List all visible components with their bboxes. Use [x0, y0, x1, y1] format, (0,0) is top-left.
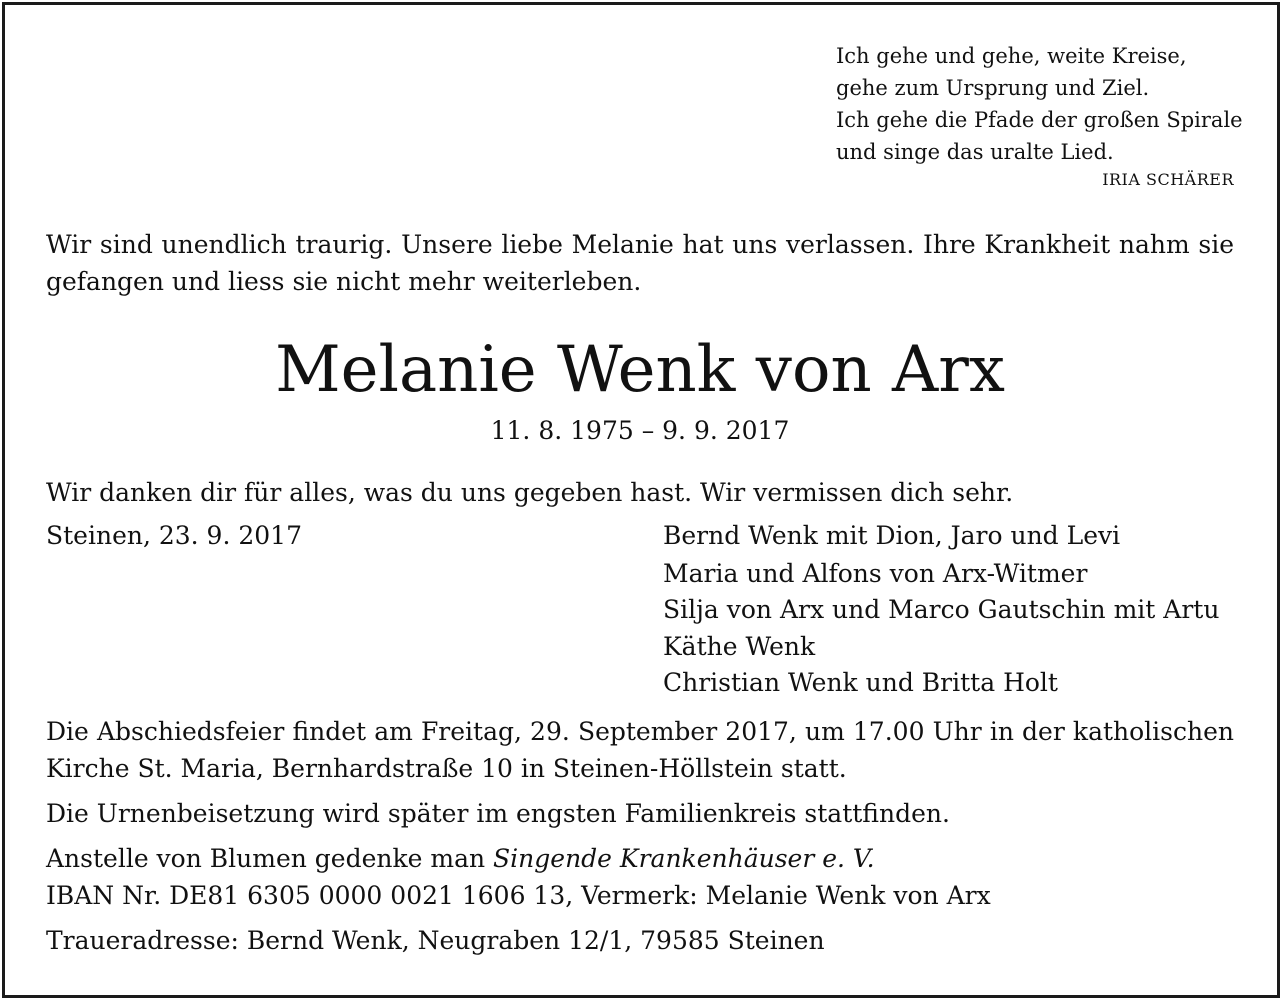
ceremony-line-2: Kirche St. Maria, Bernhardstraße 10 in Steinen-Höllstein statt.	[46, 754, 847, 783]
poem-line: und singe das uralte Lied.	[836, 140, 1114, 164]
burial-text: Die Urnenbeisetzung wird später im engsten Familienkreis stattfinden.	[46, 799, 950, 828]
ceremony-line-1: Die Abschiedsfeier findet am Freitag, 29. September 2017, um 17.00 Uhr in der katholischen	[46, 717, 1234, 746]
mourner-item: Käthe Wenk	[663, 632, 816, 661]
iban-line: IBAN Nr. DE81 6305 0000 0021 1606 13, Vermerk: Melanie Wenk von Arx	[46, 881, 991, 910]
poem-line: gehe zum Ursprung und Ziel.	[836, 76, 1150, 100]
thanks-text: Wir danken dir für alles, was du uns gegeben hast. Wir vermissen dich sehr.	[46, 478, 1014, 507]
donation-line	[46, 841, 875, 877]
mourner-item: Silja von Arx und Marco Gautschin mit Artu	[663, 595, 1220, 624]
donation-prefix: Anstelle von Blumen gedenke man	[46, 844, 494, 873]
deceased-name: Melanie Wenk von Arx	[275, 333, 1005, 407]
poem-line: Ich gehe die Pfade der großen Spirale	[836, 108, 1243, 132]
poem-line: Ich gehe und gehe, weite Kreise,	[836, 44, 1187, 68]
intro-line-2: gefangen und liess sie nicht mehr weiterleben.	[46, 267, 642, 296]
deceased-dates: 11. 8. 1975 – 9. 9. 2017	[490, 416, 790, 445]
mourning-address: Traueradresse: Bernd Wenk, Neugraben 12/1, 79585 Steinen	[46, 926, 825, 955]
donation-organization: Singende Krankenhäuser e. V.	[493, 844, 875, 873]
place-date: Steinen, 23. 9. 2017	[46, 521, 302, 550]
mourner-item: Maria und Alfons von Arx-Witmer	[663, 559, 1088, 588]
mourner-item: Bernd Wenk mit Dion, Jaro und Levi	[663, 521, 1121, 550]
intro-line-1: Wir sind unendlich traurig. Unsere liebe Melanie hat uns verlassen. Ihre Krankheit nahm sie	[46, 230, 1234, 259]
mourner-item: Christian Wenk und Britta Holt	[663, 668, 1058, 697]
poem-author: IRIA SCHÄRER	[1102, 170, 1234, 189]
